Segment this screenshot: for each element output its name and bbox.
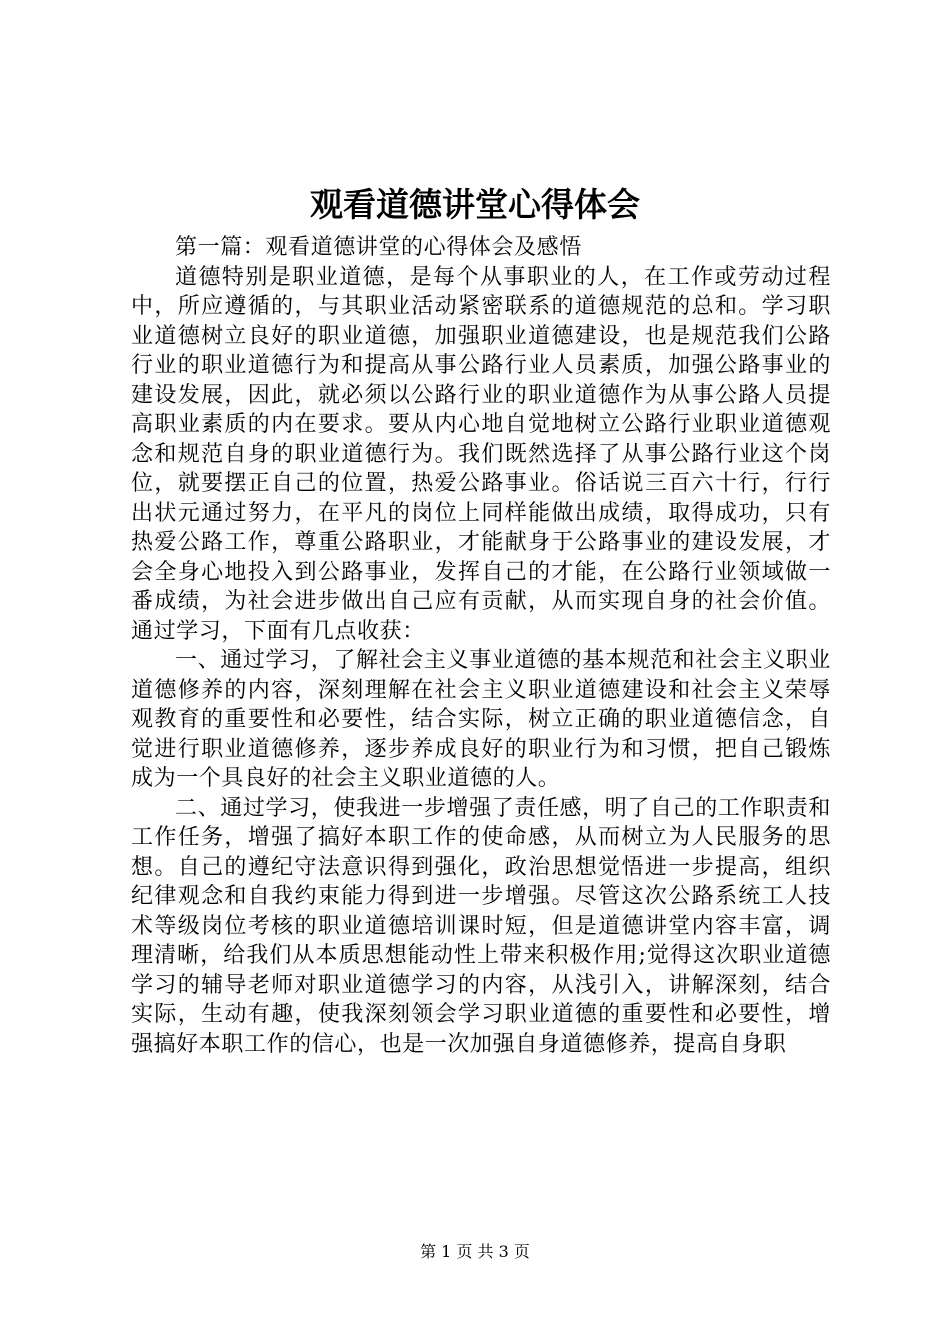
paragraph-point-two: 二、通过学习，使我进一步增强了责任感，明了自己的工作职责和工作任务，增强了搞好本职工作的使命感，从而树立为人民服务的思想。自己的遵纪守法意识得到强化，政治思想觉悟进一步提高，组织纪律观念和自我约束能力得到进一步增强。尽管这次公路系统工人技术等级岗位考核的职业道德培训课时短，但是道德讲堂内容丰富，调理清晰，给我们从本质思想能动性上带来积极作用;觉得这次职业道德学习的辅导老师对职业道德学习的内容，从浅引入，讲解深刻，结合实际，生动有趣，使我深刻领会学习职业道德的重要性和必要性，增强搞好本职工作的信心，也是一次加强自身道德修养，提高自身职: [131, 795, 831, 1057]
document-body: [131, 233, 831, 1059]
document-title: 观看道德讲堂心得体会: [310, 185, 640, 224]
paragraph-intro: 道德特别是职业道德，是每个从事职业的人，在工作或劳动过程中，所应遵循的，与其职业活动紧密联系的道德规范的总和。学习职业道德树立良好的职业道德，加强职业道德建设，也是规范我们公路行业的职业道德行为和提高从事公路行业人员素质，加强公路事业的建设发展，因此，就必须以公路行业的职业道德作为从事公路人员提高职业素质的内在要求。要从内心地自觉地树立公路行业职业道德观念和规范自身的职业道德行为。我们既然选择了从事公路行业这个岗位，就要摆正自己的位置，热爱公路事业。俗话说三百六十行，行行出状元通过努力，在平凡的岗位上同样能做出成绩，取得成功，只有热爱公路工作，尊重公路职业，才能献身于公路事业的建设发展，才会全身心地投入到公路事业，发挥自己的才能，在公路行业领域做一番成绩，为社会进步做出自己应有贡献，从而实现自身的社会价值。通过学习，下面有几点收获：: [131, 264, 831, 644]
page-number-footer: 第 1 页 共 3 页: [420, 1242, 530, 1261]
section-heading: 第一篇：观看道德讲堂的心得体会及感悟: [175, 235, 582, 260]
paragraph-point-one: 一、通过学习，了解社会主义事业道德的基本规范和社会主义职业道德修养的内容，深刻理解在社会主义职业道德建设和社会主义荣辱观教育的重要性和必要性，结合实际，树立正确的职业道德信念，自觉进行职业道德修养，逐步养成良好的职业行为和习惯，把自己锻炼成为一个具良好的社会主义职业道德的人。: [131, 648, 831, 791]
